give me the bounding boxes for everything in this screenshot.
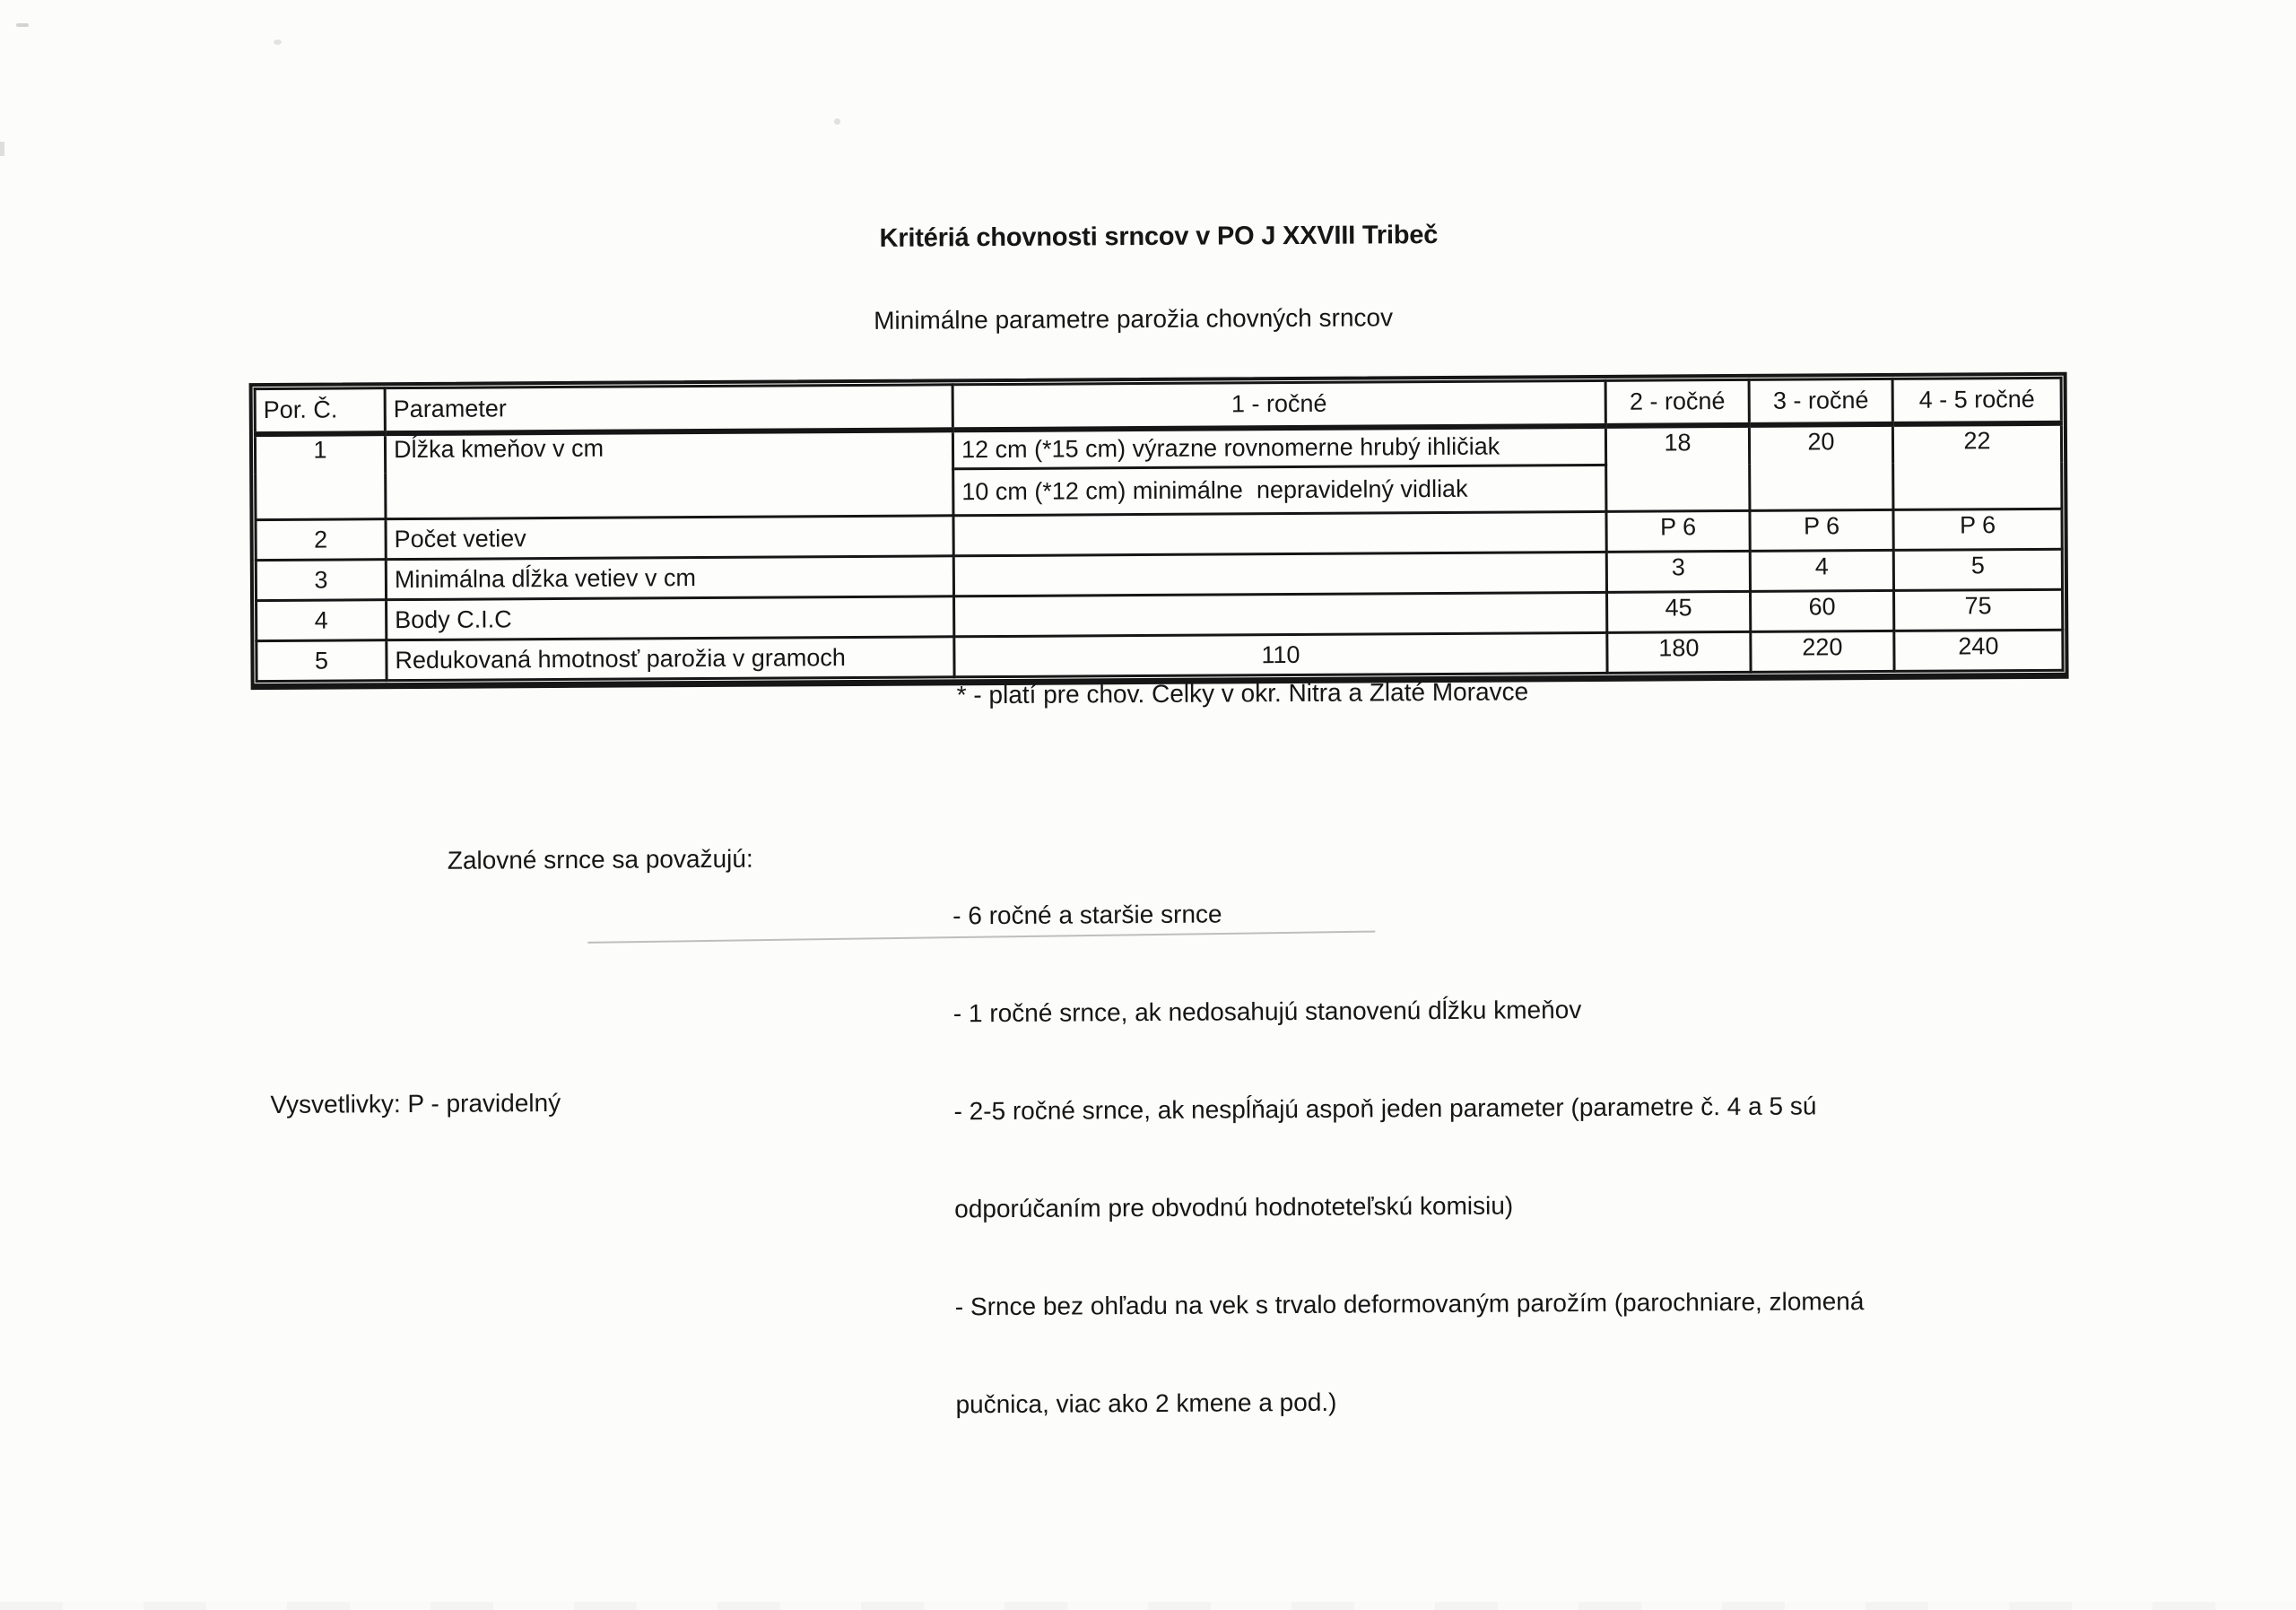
col-header-por-c: Por. Č. (255, 388, 385, 434)
row-number: 2 (256, 519, 386, 561)
note-line: - 1 ročné srnce, ak nedosahujú stanovenú dĺžku kmeňov (952, 996, 1582, 1028)
value-cell-2rocne: 18 (1605, 424, 1750, 511)
value-cell-2rocne: 45 (1607, 591, 1751, 632)
value-cell-2rocne: P 6 (1606, 510, 1750, 552)
col-header-3-rocne: 3 - ročné (1749, 379, 1892, 424)
row-number: 3 (256, 560, 386, 601)
value-cell-1rocne (953, 511, 1606, 555)
value-cell-1rocne-line2: 10 cm (*12 cm) minimálne nepravidelný vidliak (953, 465, 1606, 515)
criteria-table-frame (249, 372, 2069, 690)
value-cell-3rocne: 4 (1750, 550, 1893, 591)
col-header-2-rocne: 2 - ročné (1605, 379, 1749, 425)
note-line: - Srnce bez ohľadu na vek s trvalo deformovaným parožím (parochniare, zlomená (954, 1287, 1865, 1321)
row-number: 4 (257, 600, 387, 641)
document-subtitle: Minimálne parametre parožia chovných srncov (874, 303, 1394, 335)
zalovne-label: Zalovné srnce sa považujú: (447, 844, 753, 875)
value-cell-45rocne: 240 (1894, 630, 2063, 671)
note-line: - 2-5 ročné srnce, ak nespĺňajú aspoň jeden parameter (parametre č. 4 a 5 sú (953, 1092, 1817, 1126)
parameter-cell: Body C.I.C (387, 596, 954, 640)
row-number: 5 (257, 640, 387, 682)
criteria-table (254, 377, 2065, 683)
value-cell-45rocne: 22 (1892, 422, 2062, 509)
value-cell-3rocne: 220 (1751, 631, 1894, 672)
value-cell-1rocne: 110 (954, 632, 1607, 676)
parameter-cell: Redukovaná hmotnosť parožia v gramoch (387, 637, 954, 681)
note-line: odporúčaním pre obvodnú hodnoteteľskú komisiu) (954, 1191, 1514, 1223)
value-cell-45rocne: 5 (1893, 549, 2062, 590)
value-cell-2rocne: 180 (1607, 631, 1751, 673)
note-line: pučnica, viac ako 2 kmene a pod.) (955, 1388, 1337, 1419)
col-header-1-rocne: 1 - ročné (952, 380, 1605, 429)
table-footnote: * - platí pre chov. Celky v okr. Nitra a Zlaté Moravce (956, 677, 1529, 709)
value-cell-1rocne-line1: 12 cm (*15 cm) výrazne rovnomerne hrubý ihličiak (952, 425, 1605, 468)
notes-block (952, 835, 1866, 1484)
note-line: - 6 ročné a staršie srnce (952, 900, 1222, 930)
value-cell-45rocne: P 6 (1893, 509, 2062, 550)
col-header-parameter: Parameter (385, 385, 952, 433)
row-number: 1 (255, 433, 386, 520)
col-header-4-5-rocne: 4 - 5 ročné (1892, 378, 2061, 423)
value-cell-45rocne: 75 (1894, 589, 2063, 631)
value-cell-1rocne (954, 592, 1607, 636)
value-cell-3rocne: 20 (1749, 423, 1893, 510)
parameter-cell: Dĺžka kmeňov v cm (385, 430, 953, 519)
value-cell-3rocne: P 6 (1750, 509, 1893, 551)
legend-text: Vysvetlivky: P - pravidelný (270, 1089, 561, 1118)
parameter-cell: Počet vetiev (386, 516, 953, 560)
parameter-cell: Minimálna dĺžka vetiev v cm (386, 556, 953, 600)
value-cell-1rocne (953, 552, 1606, 596)
document-title: Kritériá chovnosti srncov v PO J XXVIII Tribeč (879, 221, 1439, 253)
value-cell-3rocne: 60 (1751, 590, 1894, 631)
value-cell-2rocne: 3 (1606, 551, 1750, 592)
